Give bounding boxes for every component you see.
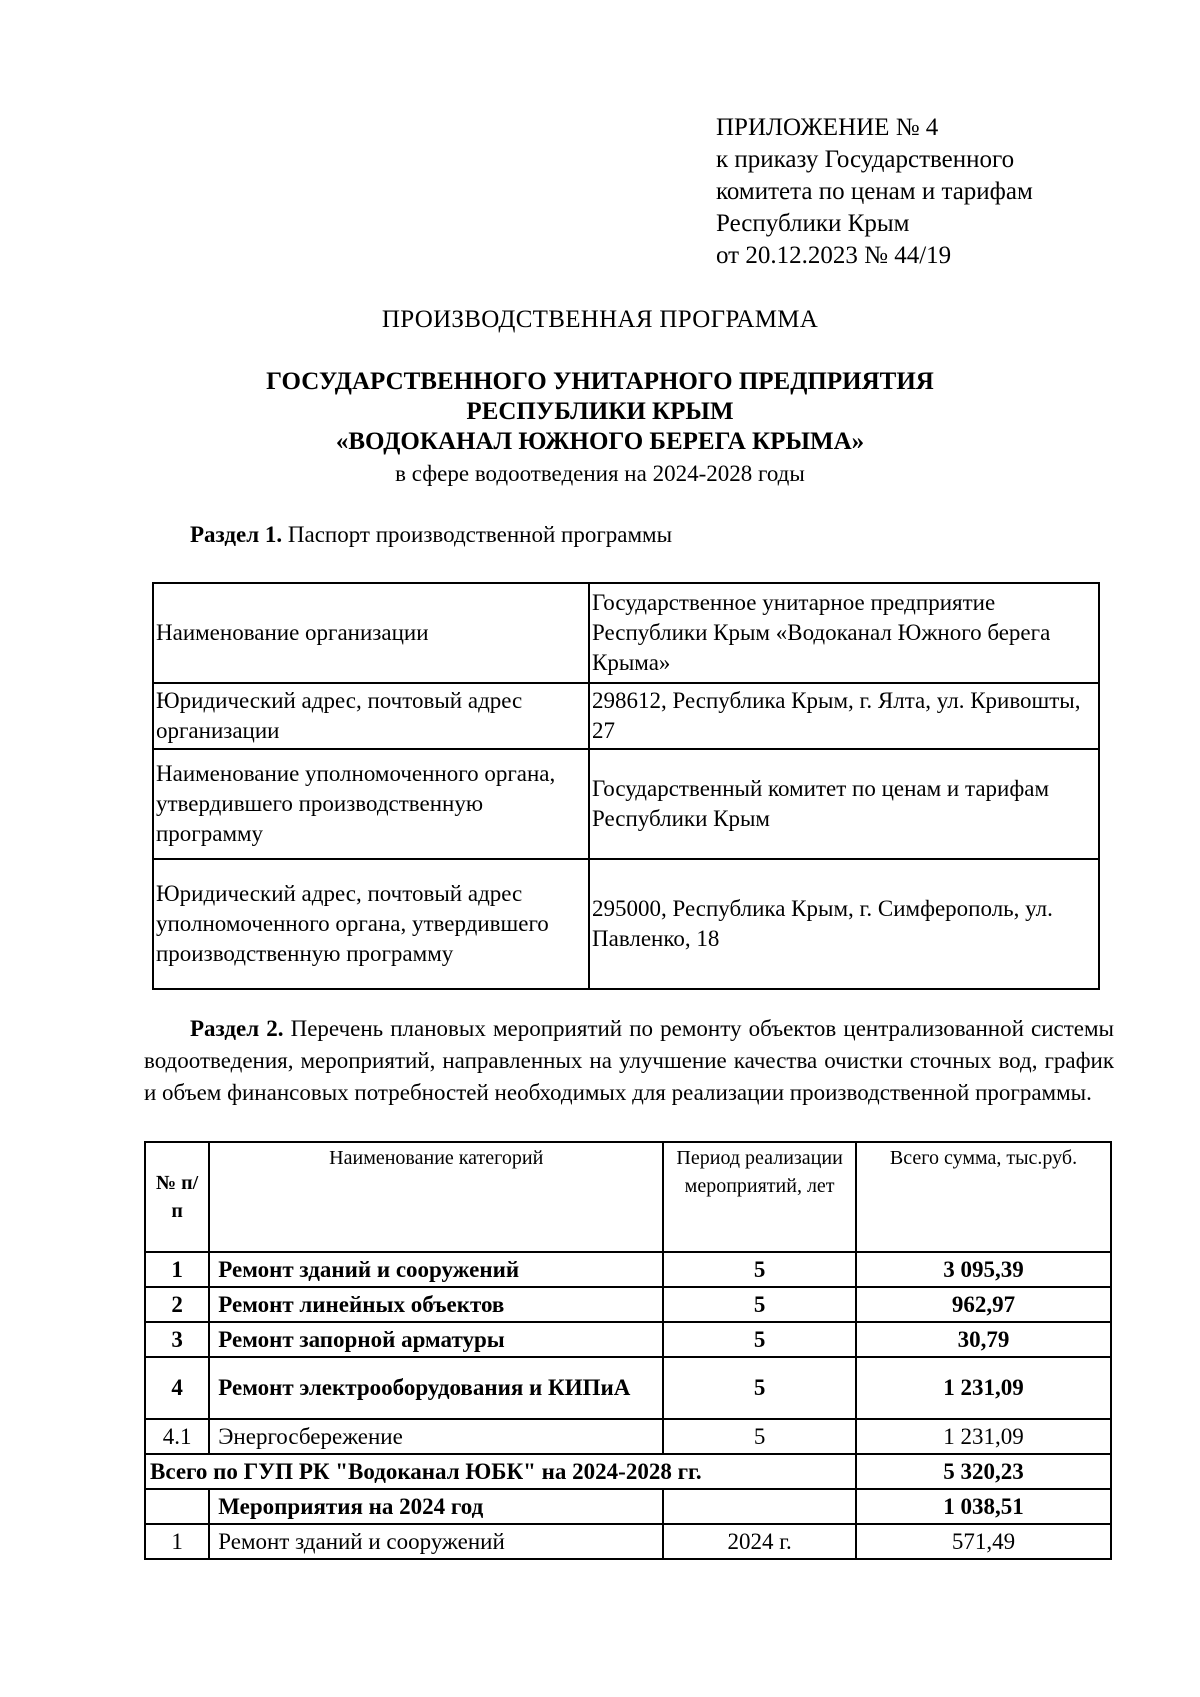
row-name: Ремонт запорной арматуры bbox=[209, 1322, 663, 1357]
row-period: 5 bbox=[663, 1357, 856, 1419]
table-row bbox=[145, 1524, 1111, 1559]
passport-table bbox=[152, 582, 1100, 990]
sphere-subtitle: в сфере водоотведения на 2024-2028 годы bbox=[395, 461, 805, 486]
table-row bbox=[145, 1419, 1111, 1454]
row-num: 4.1 bbox=[145, 1419, 209, 1454]
section-2-paragraph bbox=[144, 1013, 1114, 1109]
header-name: Наименование категорий bbox=[209, 1142, 663, 1252]
total-sum: 5 320,23 bbox=[856, 1454, 1111, 1489]
passport-value: Государственный комитет по ценам и тарифам Республики Крым bbox=[589, 749, 1099, 859]
year-label: Мероприятия на 2024 год bbox=[209, 1489, 663, 1524]
header-num: № п/п bbox=[145, 1142, 209, 1252]
row-period: 5 bbox=[663, 1419, 856, 1454]
row-sum: 1 231,09 bbox=[856, 1419, 1111, 1454]
row-sum: 3 095,39 bbox=[856, 1252, 1111, 1287]
year-period bbox=[663, 1489, 856, 1524]
total-label: Всего по ГУП РК "Водоканал ЮБК" на 2024-2028 гг. bbox=[145, 1454, 856, 1489]
table-total-row bbox=[145, 1454, 1111, 1489]
section-1-label: Раздел 1. bbox=[190, 522, 283, 547]
organization-title bbox=[0, 367, 1200, 457]
appendix-line: ПРИЛОЖЕНИЕ № 4 bbox=[716, 114, 939, 141]
table-row bbox=[153, 683, 1099, 749]
passport-key: Наименование уполномоченного органа, утвердившего производственную программу bbox=[153, 749, 589, 859]
row-sum: 962,97 bbox=[856, 1287, 1111, 1322]
table-row bbox=[153, 859, 1099, 989]
year-num bbox=[145, 1489, 209, 1524]
row-period: 5 bbox=[663, 1322, 856, 1357]
table-year-row bbox=[145, 1489, 1111, 1524]
passport-value: 295000, Республика Крым, г. Симферополь, ул. Павленко, 18 bbox=[589, 859, 1099, 989]
header-sum: Всего сумма, тыс.руб. bbox=[856, 1142, 1111, 1252]
row-name: Ремонт зданий и сооружений bbox=[209, 1524, 663, 1559]
passport-value: Государственное унитарное предприятие Республики Крым «Водоканал Южного берега Крыма» bbox=[589, 583, 1099, 683]
table-header-row bbox=[145, 1142, 1111, 1252]
passport-key: Юридический адрес, почтовый адрес уполномоченного органа, утвердившего производственную программу bbox=[153, 859, 589, 989]
appendix-line: к приказу Государственного bbox=[716, 146, 1015, 173]
table-row bbox=[153, 749, 1099, 859]
plan-table bbox=[144, 1141, 1112, 1560]
table-row bbox=[153, 583, 1099, 683]
org-title-line: «ВОДОКАНАЛ ЮЖНОГО БЕРЕГА КРЫМА» bbox=[335, 428, 865, 455]
row-num: 1 bbox=[145, 1524, 209, 1559]
passport-key: Юридический адрес, почтовый адрес организации bbox=[153, 683, 589, 749]
section-2-text: Перечень плановых мероприятий по ремонту объектов централизованной системы водоотведения, мероприятий, направленных на улучшение качества очистки сточных вод, график и объем финансовых потребностей необходимых для реализации производственной программы. bbox=[144, 1016, 1115, 1105]
appendix-line: комитета по ценам и тарифам bbox=[716, 178, 1033, 205]
appendix-line: Республики Крым bbox=[716, 210, 910, 237]
table-row bbox=[145, 1322, 1111, 1357]
section-1-text: Паспорт производственной программы bbox=[282, 522, 673, 547]
row-name: Ремонт линейных объектов bbox=[209, 1287, 663, 1322]
row-num: 2 bbox=[145, 1287, 209, 1322]
document-title: ПРОИЗВОДСТВЕННАЯ ПРОГРАММА bbox=[381, 306, 819, 333]
year-sum: 1 038,51 bbox=[856, 1489, 1111, 1524]
passport-key: Наименование организации bbox=[153, 583, 589, 683]
row-name: Ремонт электрооборудования и КИПиА bbox=[209, 1357, 663, 1419]
row-period: 2024 г. bbox=[663, 1524, 856, 1559]
row-name: Ремонт зданий и сооружений bbox=[209, 1252, 663, 1287]
table-row bbox=[145, 1287, 1111, 1322]
passport-value: 298612, Республика Крым, г. Ялта, ул. Кривошты, 27 bbox=[589, 683, 1099, 749]
row-period: 5 bbox=[663, 1287, 856, 1322]
row-sum: 571,49 bbox=[856, 1524, 1111, 1559]
appendix-line: от 20.12.2023 № 44/19 bbox=[716, 242, 952, 269]
row-period: 5 bbox=[663, 1252, 856, 1287]
row-name: Энергосбережение bbox=[209, 1419, 663, 1454]
org-title-line: РЕСПУБЛИКИ КРЫМ bbox=[466, 398, 734, 425]
row-num: 3 bbox=[145, 1322, 209, 1357]
org-title-line: ГОСУДАРСТВЕННОГО УНИТАРНОГО ПРЕДПРИЯТИЯ bbox=[266, 368, 934, 395]
section-1-heading bbox=[190, 522, 672, 548]
row-num: 1 bbox=[145, 1252, 209, 1287]
row-sum: 1 231,09 bbox=[856, 1357, 1111, 1419]
row-sum: 30,79 bbox=[856, 1322, 1111, 1357]
table-row bbox=[145, 1357, 1111, 1419]
header-period: Период реализации мероприятий, лет bbox=[663, 1142, 856, 1252]
table-row bbox=[145, 1252, 1111, 1287]
row-num: 4 bbox=[145, 1357, 209, 1419]
appendix-block bbox=[716, 112, 1033, 272]
section-2-label: Раздел 2. bbox=[190, 1016, 284, 1041]
